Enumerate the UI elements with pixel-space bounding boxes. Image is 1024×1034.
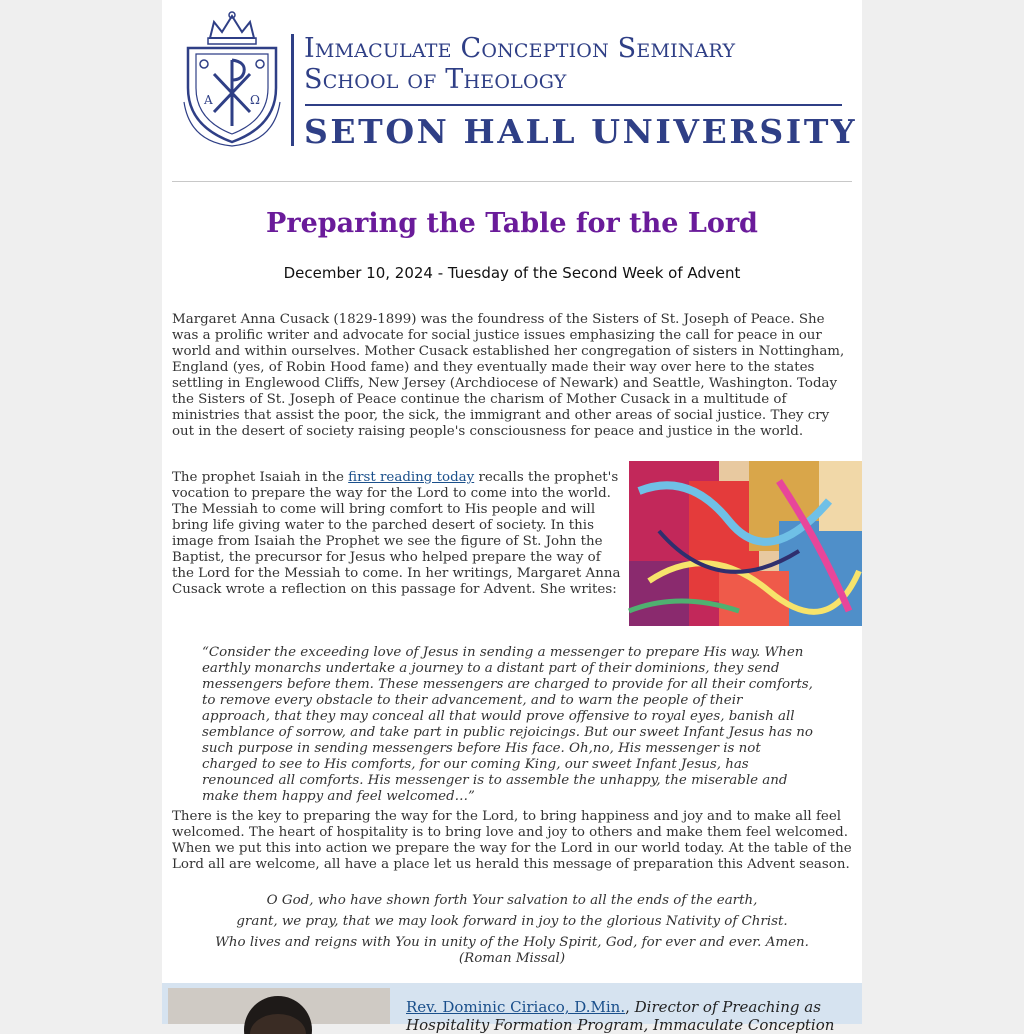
paragraph-2-before: The prophet Isaiah in the <box>172 470 349 485</box>
header-university-name: SETON HALL UNIVERSITY <box>304 112 858 151</box>
newsletter-page <box>162 0 862 1034</box>
paragraph-3: There is the key to preparing the way for the Lord, to bring happiness and joy and to make all feel welcomed. The heart of hospitality is to bring love and joy to others and make them feel welcomed. When we put this into action we prepare the way for the Lord in our world today. At the table of the Lord all are welcome, all have a place let us herald this message of preparation this Advent season. <box>172 809 852 872</box>
paragraph-1: Margaret Anna Cusack (1829-1899) was the foundress of the Sisters of St. Joseph of Peace. She was a prolific writer and advocate for social justice issues emphasizing the call for peace in our world and within ourselves. Mother Cusack established her congregation of sisters in Nottingham, England (yes, of Robin Hood fame) and they eventually made their way over here to the states settling in Englewood Cliffs, New Jersey (Archdiocese of Newark) and Seattle, Washington. Today the Sisters of St. Joseph of Peace continue the charism of Mother Cusack in a multitude of ministries that assist the poor, the sick, the immigrant and other areas of social justice. They cry out in the desert of society raising people's consciousness for peace and justice in the world. <box>172 312 845 439</box>
prayer-line-2: grant, we pray, that we may look forward in joy to the glorious Nativity of Christ. <box>236 914 788 929</box>
header-divider <box>172 181 852 182</box>
author-photo <box>168 988 390 1024</box>
header-title-line-2: School of Theology <box>304 64 567 95</box>
seminary-crest-logo <box>180 8 284 148</box>
header-horizontal-rule <box>305 104 842 106</box>
author-name-link[interactable]: Rev. Dominic Ciriaco, D.Min. <box>406 998 626 1016</box>
paragraph-2-after: recalls the prophet's vocation to prepare the way for the Lord to come into the world. The Messiah to come will bring comfort to His people and will bring life giving water to the parched desert of society. In this image from Isaiah the Prophet we see the figure of St. John the Baptist, the precursor for Jesus who helped prepare the way of the Lord for the Messiah to come. In her writings, Margaret Anna Cusack wrote a reflection on this passage for Advent. She writes: <box>172 470 621 597</box>
article-date: December 10, 2024 - Tuesday of the Second Week of Advent <box>283 264 741 282</box>
article-title: Preparing the Table for the Lord <box>266 208 758 239</box>
first-reading-link[interactable]: first reading today <box>348 470 475 485</box>
svg-text:A: A <box>204 93 213 107</box>
author-role: Director of Preaching as Hospitality Formation Program, Immaculate Conception <box>406 998 835 1034</box>
prayer-line-1: O God, who have shown forth Your salvation to all the ends of the earth, <box>266 893 758 908</box>
closing-prayer <box>202 893 822 972</box>
prayer-line-3: Who lives and reigns with You in unity of the Holy Spirit, God, for ever and ever. Amen. (Roman Missal) <box>215 935 809 966</box>
author-credit: Rev. Dominic Ciriaco, D.Min., Director of Preaching as Hospitality Formation Program, Immaculate Conception <box>406 998 835 1034</box>
header-title-line-1: Immaculate Conception Seminary <box>304 33 736 64</box>
paragraph-2 <box>172 470 622 598</box>
cusack-quote: “Consider the exceeding love of Jesus in sending a messenger to prepare His way. When earthly monarchs undertake a journey to a distant part of their dominions, they send messengers before them. These messengers are charged to provide for all their comforts, to remove every obstacle to their advancement, and to warn the people of their approach, that they may conceal all that would prove offensive to royal eyes, banish all semblance of sorrow, and take part in public rejoicings. But our sweet Infant Jesus has no such purpose in sending messengers before His face. Oh,no, His messenger is not charged to see to His comforts, for our coming King, our sweet Infant Jesus, has renounced all comforts. His messenger is to assemble the unhappy, the miserable and make them happy and feel welcomed…” <box>202 645 813 804</box>
abstract-painting-image <box>629 461 862 626</box>
svg-text:Ω: Ω <box>250 93 260 107</box>
header-banner <box>162 0 862 170</box>
header-vertical-rule <box>291 34 294 146</box>
